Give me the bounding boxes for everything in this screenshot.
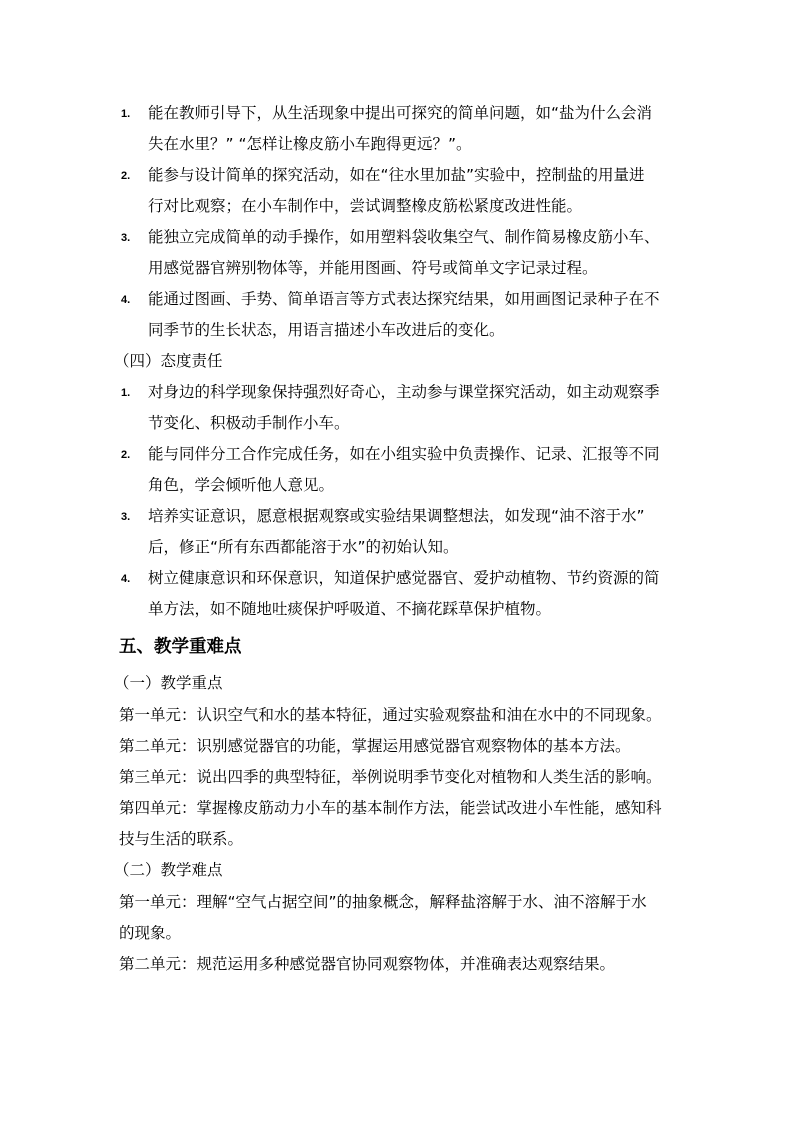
list-item-line: 培养实证意识，愿意根据观察或实验结果调整想法，如发现“油不溶于水” bbox=[148, 507, 645, 525]
list-item-line: 能独立完成简单的动手操作，如用塑料袋收集空气、制作简易橡皮筋小车、 bbox=[148, 228, 660, 246]
list-item-line: 用感觉器官辨别物体等，并能用图画、符号或简单文字记录过程。 bbox=[148, 259, 598, 277]
paragraph-line: 的现象。 bbox=[119, 924, 182, 942]
list-item-line: 能通过图画、手势、简单语言等方式表达探究结果，如用画图记录种子在不 bbox=[148, 290, 660, 308]
list-number: 1. bbox=[121, 108, 131, 120]
list-number: 2. bbox=[121, 449, 131, 461]
list-number: 2. bbox=[121, 170, 131, 182]
list-item-line: 节变化、积极动手制作小车。 bbox=[148, 414, 350, 432]
list-item-line: 能在教师引导下，从生活现象中提出可探究的简单问题，如“盐为什么会消 bbox=[148, 104, 653, 122]
list-item-line: 后，修正“所有东西都能溶于水”的初始认知。 bbox=[148, 538, 459, 556]
subsection-heading: （一）教学重点 bbox=[114, 674, 223, 692]
list-number: 3. bbox=[121, 232, 131, 244]
list-item-line: 行对比观察；在小车制作中，尝试调整橡皮筋松紧度改进性能。 bbox=[148, 197, 583, 215]
list-number: 4. bbox=[121, 294, 131, 306]
subsection-heading: （四）态度责任 bbox=[114, 352, 223, 370]
paragraph-line: 第一单元：认识空气和水的基本特征，通过实验观察盐和油在水中的不同现象。 bbox=[119, 706, 662, 724]
subsection-heading: （二）教学难点 bbox=[114, 861, 223, 879]
paragraph-line: 第三单元：说出四季的典型特征，举例说明季节变化对植物和人类生活的影响。 bbox=[119, 768, 662, 786]
list-number: 1. bbox=[121, 387, 131, 399]
paragraph-line: 技与生活的联系。 bbox=[119, 830, 244, 848]
list-item-line: 能与同伴分工合作完成任务，如在小组实验中负责操作、记录、汇报等不同 bbox=[148, 445, 660, 463]
list-item-line: 能参与设计简单的探究活动，如在“往水里加盐”实验中，控制盐的用量进 bbox=[148, 166, 645, 184]
list-item-line: 树立健康意识和环保意识，知道保护感觉器官、爱护动植物、节约资源的简 bbox=[148, 569, 660, 587]
paragraph-line: 第二单元：识别感觉器官的功能，掌握运用感觉器官观察物体的基本方法。 bbox=[119, 737, 631, 755]
list-number: 3. bbox=[121, 511, 131, 523]
list-item-line: 失在水里？” “怎样让橡皮筋小车跑得更远？”。 bbox=[148, 135, 472, 153]
section-title: 五、教学重难点 bbox=[119, 637, 242, 657]
list-item-line: 同季节的生长状态，用语言描述小车改进后的变化。 bbox=[148, 321, 505, 339]
list-item-line: 单方法，如不随地吐痰保护呼吸道、不摘花踩草保护植物。 bbox=[148, 600, 552, 618]
paragraph-line: 第二单元：规范运用多种感觉器官协同观察物体，并准确表达观察结果。 bbox=[119, 955, 616, 973]
list-item-line: 对身边的科学现象保持强烈好奇心，主动参与课堂探究活动，如主动观察季 bbox=[148, 383, 660, 401]
paragraph-line: 第一单元：理解“空气占据空间”的抽象概念，解释盐溶解于水、油不溶解于水 bbox=[119, 893, 647, 911]
list-item-line: 角色，学会倾听他人意见。 bbox=[148, 476, 335, 494]
paragraph-line: 第四单元：掌握橡皮筋动力小车的基本制作方法，能尝试改进小车性能，感知科 bbox=[119, 799, 662, 817]
list-number: 4. bbox=[121, 573, 131, 585]
